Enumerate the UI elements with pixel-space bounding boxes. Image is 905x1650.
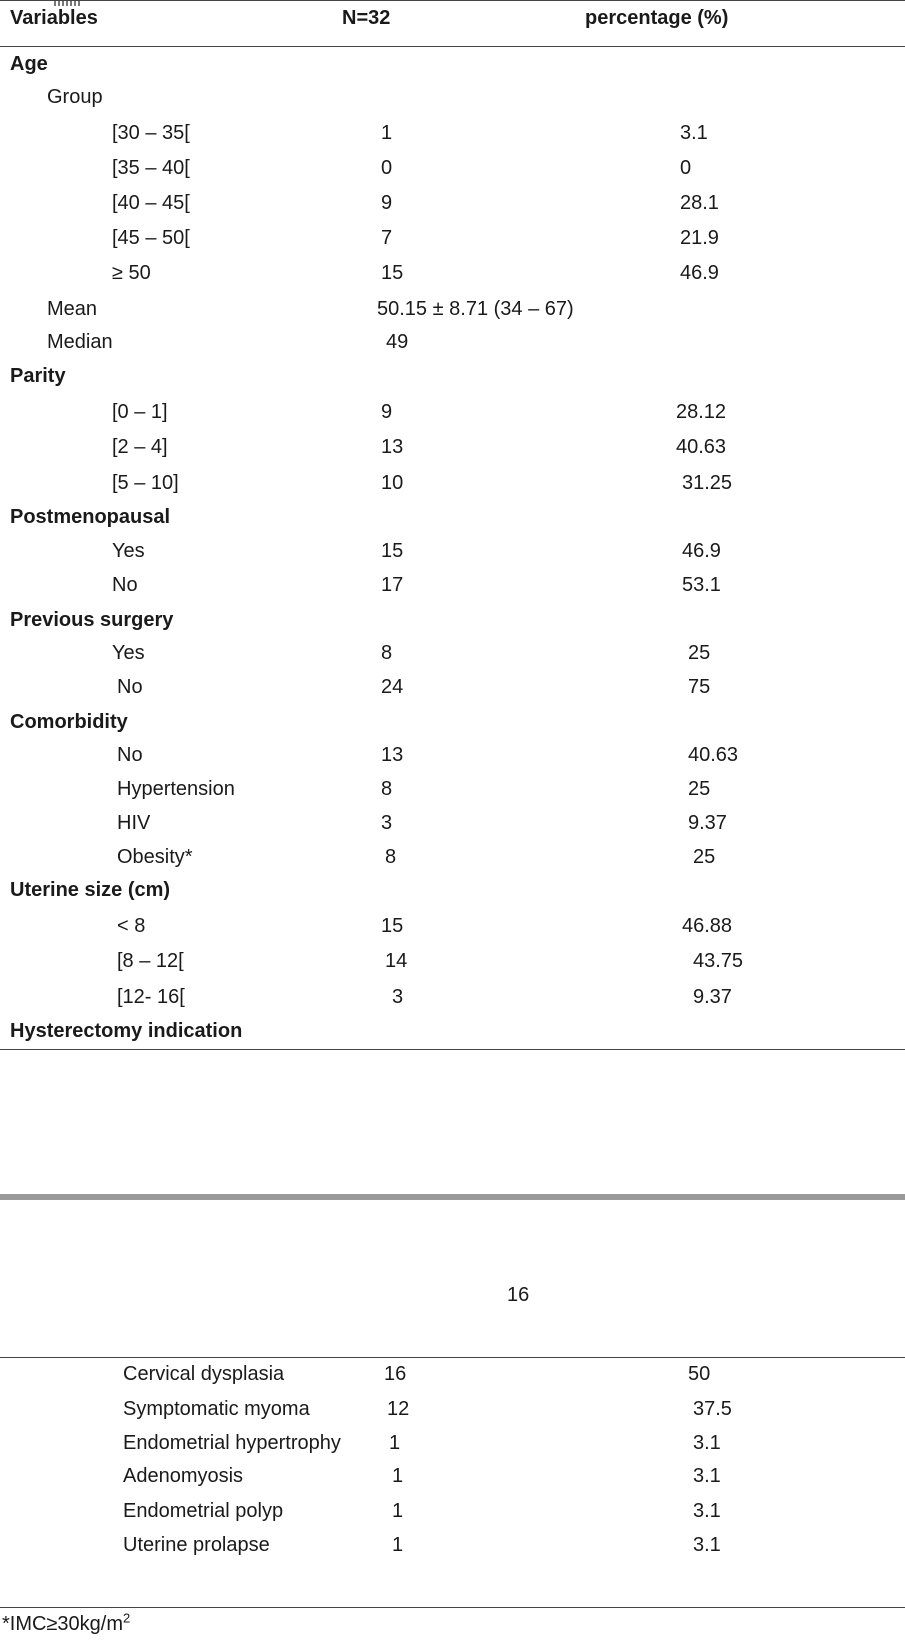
table-row-pct: 21.9: [680, 227, 719, 249]
table-row-label: [30 – 35[: [112, 122, 190, 144]
table-row-label: Symptomatic myoma: [123, 1398, 310, 1420]
table-row-label: ≥ 50: [112, 262, 151, 284]
table-row-label: [12- 16[: [117, 986, 185, 1008]
table-row-pct: 3.1: [693, 1465, 721, 1487]
age-mean-label: Mean: [47, 298, 98, 320]
table-row-n: 0: [381, 157, 393, 179]
table-row-label: [5 – 10]: [112, 472, 179, 494]
table-row-n: 3: [392, 986, 404, 1008]
page-number: 16: [507, 1284, 530, 1306]
table-row-n: 15: [381, 915, 404, 937]
page-break-rule: [0, 1049, 905, 1050]
table-row-n: 1: [381, 122, 393, 144]
col-header-n: N=32: [342, 7, 391, 29]
table-row-n: 13: [381, 436, 404, 458]
table-row-pct: 3.1: [693, 1500, 721, 1522]
table-row-pct: 46.9: [682, 540, 721, 562]
table-row-n: 1: [392, 1534, 404, 1556]
table-row-n: 8: [381, 642, 393, 664]
table-row-n: 17: [381, 574, 404, 596]
section-hysterectomy-indication: Hysterectomy indication: [10, 1020, 243, 1042]
table-row-n: 7: [381, 227, 393, 249]
footnote-superscript: 2: [123, 1610, 131, 1626]
table-row-n: 3: [381, 812, 393, 834]
age-mean-value: 50.15 ± 8.71 (34 – 67): [377, 298, 574, 320]
table-row-pct: 43.75: [693, 950, 744, 972]
table-row-n: 15: [381, 540, 404, 562]
table-row-label: [8 – 12[: [117, 950, 184, 972]
table-row-label: < 8: [117, 915, 146, 937]
table-row-pct: 3.1: [693, 1432, 721, 1454]
table-row-pct: 40.63: [676, 436, 727, 458]
table-row-pct: 75: [688, 676, 711, 698]
table-row-label: [40 – 45[: [112, 192, 190, 214]
continued-table-top-rule: [0, 1357, 905, 1358]
table-row-n: 9: [381, 401, 393, 423]
table-row-n: 1: [392, 1465, 404, 1487]
table-row-label: [35 – 40[: [112, 157, 190, 179]
section-uterine-size: Uterine size (cm): [10, 879, 171, 901]
section-parity: Parity: [10, 365, 66, 387]
table-row-n: 8: [381, 778, 393, 800]
table-row-label: Endometrial polyp: [123, 1500, 284, 1522]
table-row-pct: 31.25: [682, 472, 733, 494]
age-median-label: Median: [47, 331, 113, 353]
table-row-n: 1: [389, 1432, 401, 1454]
footnote-text: *IMC≥30kg/m: [2, 1613, 124, 1635]
table-row-n: 10: [381, 472, 404, 494]
table-row-pct: 9.37: [693, 986, 732, 1008]
table-row-n: 13: [381, 744, 404, 766]
table-row-pct: 9.37: [688, 812, 727, 834]
section-age: Age: [10, 53, 48, 75]
footnote: [2, 1612, 130, 1636]
col-header-variables: Variables: [10, 7, 98, 29]
table-row-n: 8: [385, 846, 397, 868]
table-row-n: 24: [381, 676, 404, 698]
table-row-pct: 0: [680, 157, 692, 179]
table-row-label: Endometrial hypertrophy: [123, 1432, 341, 1454]
header-rule: [0, 46, 905, 47]
table-row-label: Yes: [112, 540, 145, 562]
section-previous-surgery: Previous surgery: [10, 609, 174, 631]
table-row-label: [0 – 1]: [112, 401, 168, 423]
table-row-pct: 3.1: [693, 1534, 721, 1556]
table-top-rule: [0, 0, 905, 1]
table-row-label: Hypertension: [117, 778, 235, 800]
table-row-label: Adenomyosis: [123, 1465, 244, 1487]
age-group-label: Group: [47, 86, 103, 108]
table-row-label: Obesity*: [117, 846, 193, 868]
table-row-pct: 28.12: [676, 401, 727, 423]
table-row-label: HIV: [117, 812, 151, 834]
table-row-label: No: [112, 574, 138, 596]
table-row-pct: 46.88: [682, 915, 733, 937]
table-row-label: [45 – 50[: [112, 227, 190, 249]
table-row-pct: 50: [688, 1363, 711, 1385]
table-row-pct: 46.9: [680, 262, 719, 284]
table-row-pct: 3.1: [680, 122, 708, 144]
table-row-n: 9: [381, 192, 393, 214]
col-header-percentage: percentage (%): [585, 7, 729, 29]
section-comorbidity: Comorbidity: [10, 711, 128, 733]
section-postmenopausal: Postmenopausal: [10, 506, 171, 528]
table-row-pct: 25: [688, 778, 711, 800]
table-row-label: [2 – 4]: [112, 436, 168, 458]
table-row-label: No: [117, 744, 143, 766]
age-median-value: 49: [386, 331, 409, 353]
table-row-pct: 28.1: [680, 192, 719, 214]
table-row-n: 16: [384, 1363, 407, 1385]
table-row-n: 12: [387, 1398, 410, 1420]
table-row-n: 1: [392, 1500, 404, 1522]
table-row-pct: 53.1: [682, 574, 721, 596]
page-separator: [0, 1194, 905, 1200]
table-row-label: No: [117, 676, 143, 698]
table-row-pct: 25: [693, 846, 716, 868]
table-bottom-rule: [0, 1607, 905, 1608]
table-row-pct: 25: [688, 642, 711, 664]
table-row-label: Uterine prolapse: [123, 1534, 270, 1556]
table-row-label: Cervical dysplasia: [123, 1363, 285, 1385]
table-row-pct: 40.63: [688, 744, 739, 766]
table-row-n: 14: [385, 950, 408, 972]
table-row-n: 15: [381, 262, 404, 284]
table-row-label: Yes: [112, 642, 145, 664]
table-row-pct: 37.5: [693, 1398, 732, 1420]
